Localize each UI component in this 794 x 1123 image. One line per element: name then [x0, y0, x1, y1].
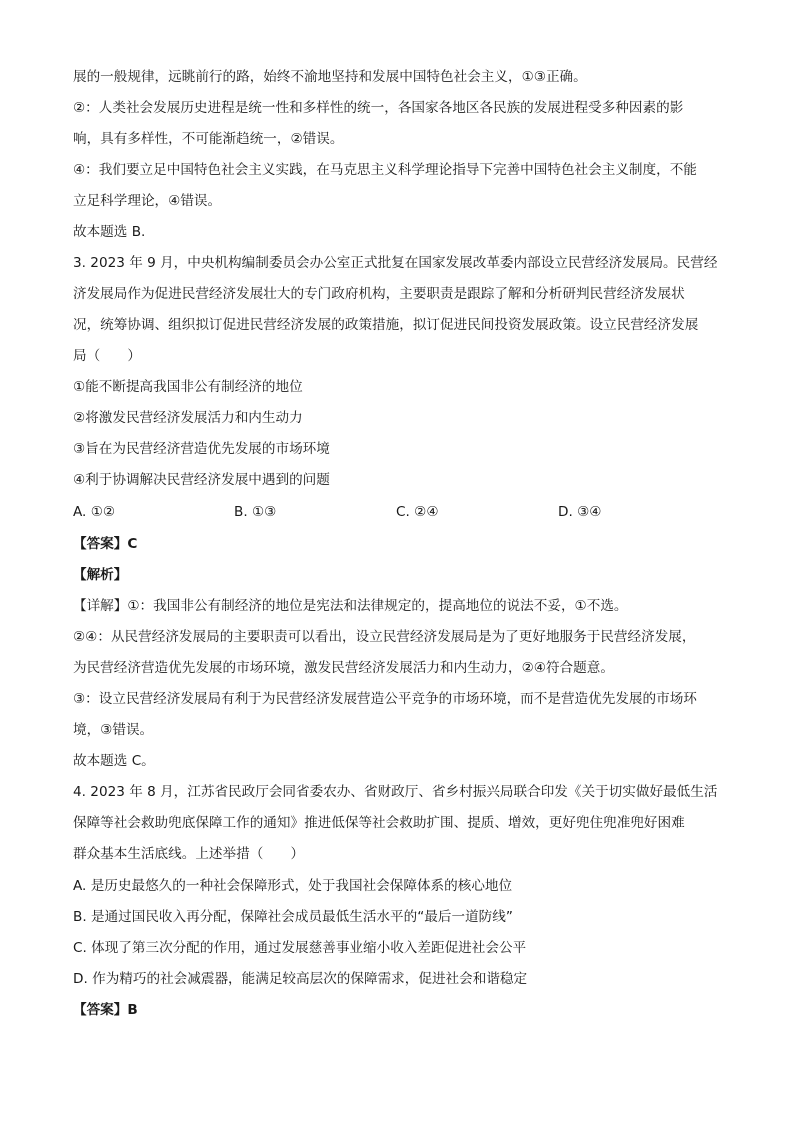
option-d: D. 作为精巧的社会减震器，能满足较高层次的保障需求，促进社会和谐稳定: [73, 971, 528, 987]
statement-item: ①能不断提高我国非公有制经济的地位: [73, 379, 303, 395]
paragraph-line: 故本题选 B.: [73, 224, 146, 240]
analysis-line: 故本题选 C。: [73, 753, 155, 769]
statement-item: ④利于协调解决民营经济发展中遇到的问题: [73, 472, 330, 488]
paragraph-line: ②：人类社会发展历史进程是统一性和多样性的统一，各国家各地区各民族的发展进程受多种因素的影: [73, 100, 684, 116]
answer-label: 【答案】B: [73, 1002, 138, 1018]
analysis-line: 境，③错误。: [73, 722, 154, 738]
paragraph-line: ④：我们要立足中国特色社会主义实践，在马克思主义科学理论指导下完善中国特色社会主义制度，不能: [73, 162, 697, 178]
paragraph-line: 展的一般规律，远眺前行的路，始终不渝地坚持和发展中国特色社会主义，①③正确。: [73, 69, 587, 85]
option-b: B. 是通过国民收入再分配，保障社会成员最低生活水平的“最后一道防线”: [73, 909, 513, 925]
answer-label: 【答案】C: [73, 536, 138, 552]
analysis-line: ②④：从民营经济发展局的主要职责可以看出，设立民营经济发展局是为了更好地服务于民营经济发展，: [73, 629, 696, 645]
question-4-stem: 保障等社会救助兜底保障工作的通知》推进低保等社会救助扩围、提质、增效，更好兜住兜准兜好困难: [73, 815, 685, 831]
option-d: D. ③④: [558, 504, 602, 520]
paragraph-line: 响，具有多样性，不可能渐趋统一，②错误。: [73, 131, 344, 147]
analysis-heading: 【解析】: [73, 567, 128, 583]
option-a: A. ①②: [73, 504, 116, 520]
analysis-line: 【详解】①：我国非公有制经济的地位是宪法和法律规定的，提高地位的说法不妥，①不选。: [73, 598, 628, 614]
option-a: A. 是历史最悠久的一种社会保障形式，处于我国社会保障体系的核心地位: [73, 878, 513, 894]
statement-item: ②将激发民营经济发展活力和内生动力: [73, 410, 303, 426]
question-4-stem: 群众基本生活底线。上述举措（ ）: [73, 846, 305, 862]
option-c: C. ②④: [396, 504, 439, 520]
question-3-stem: 3. 2023 年 9 月，中央机构编制委员会办公室正式批复在国家发展改革委内部设立民营经济发展局。民营经: [73, 255, 718, 271]
analysis-line: ③：设立民营经济发展局有利于为民营经济发展营造公平竞争的市场环境，而不是营造优先发展的市场环: [73, 691, 697, 707]
question-4-stem: 4. 2023 年 8 月，江苏省民政厅会同省委农办、省财政厅、省乡村振兴局联合印发《关于切实做好最低生活: [73, 784, 718, 800]
option-c: C. 体现了第三次分配的作用，通过发展慈善事业缩小收入差距促进社会公平: [73, 940, 527, 956]
option-b: B. ①③: [234, 504, 277, 520]
statement-item: ③旨在为民营经济营造优先发展的市场环境: [73, 441, 330, 457]
question-3-stem: 济发展局作为促进民营经济发展壮大的专门政府机构，主要职责是跟踪了解和分析研判民营经济发展状: [73, 286, 685, 302]
question-3-stem: 局（ ）: [73, 348, 141, 364]
question-3-stem: 况，统筹协调、组织拟订促进民营经济发展的政策措施，拟订促进民间投资发展政策。设立民营经济发展: [73, 317, 699, 333]
paragraph-line: 立足科学理论，④错误。: [73, 193, 222, 209]
analysis-line: 为民营经济营造优先发展的市场环境，激发民营经济发展活力和内生动力，②④符合题意。: [73, 660, 614, 676]
